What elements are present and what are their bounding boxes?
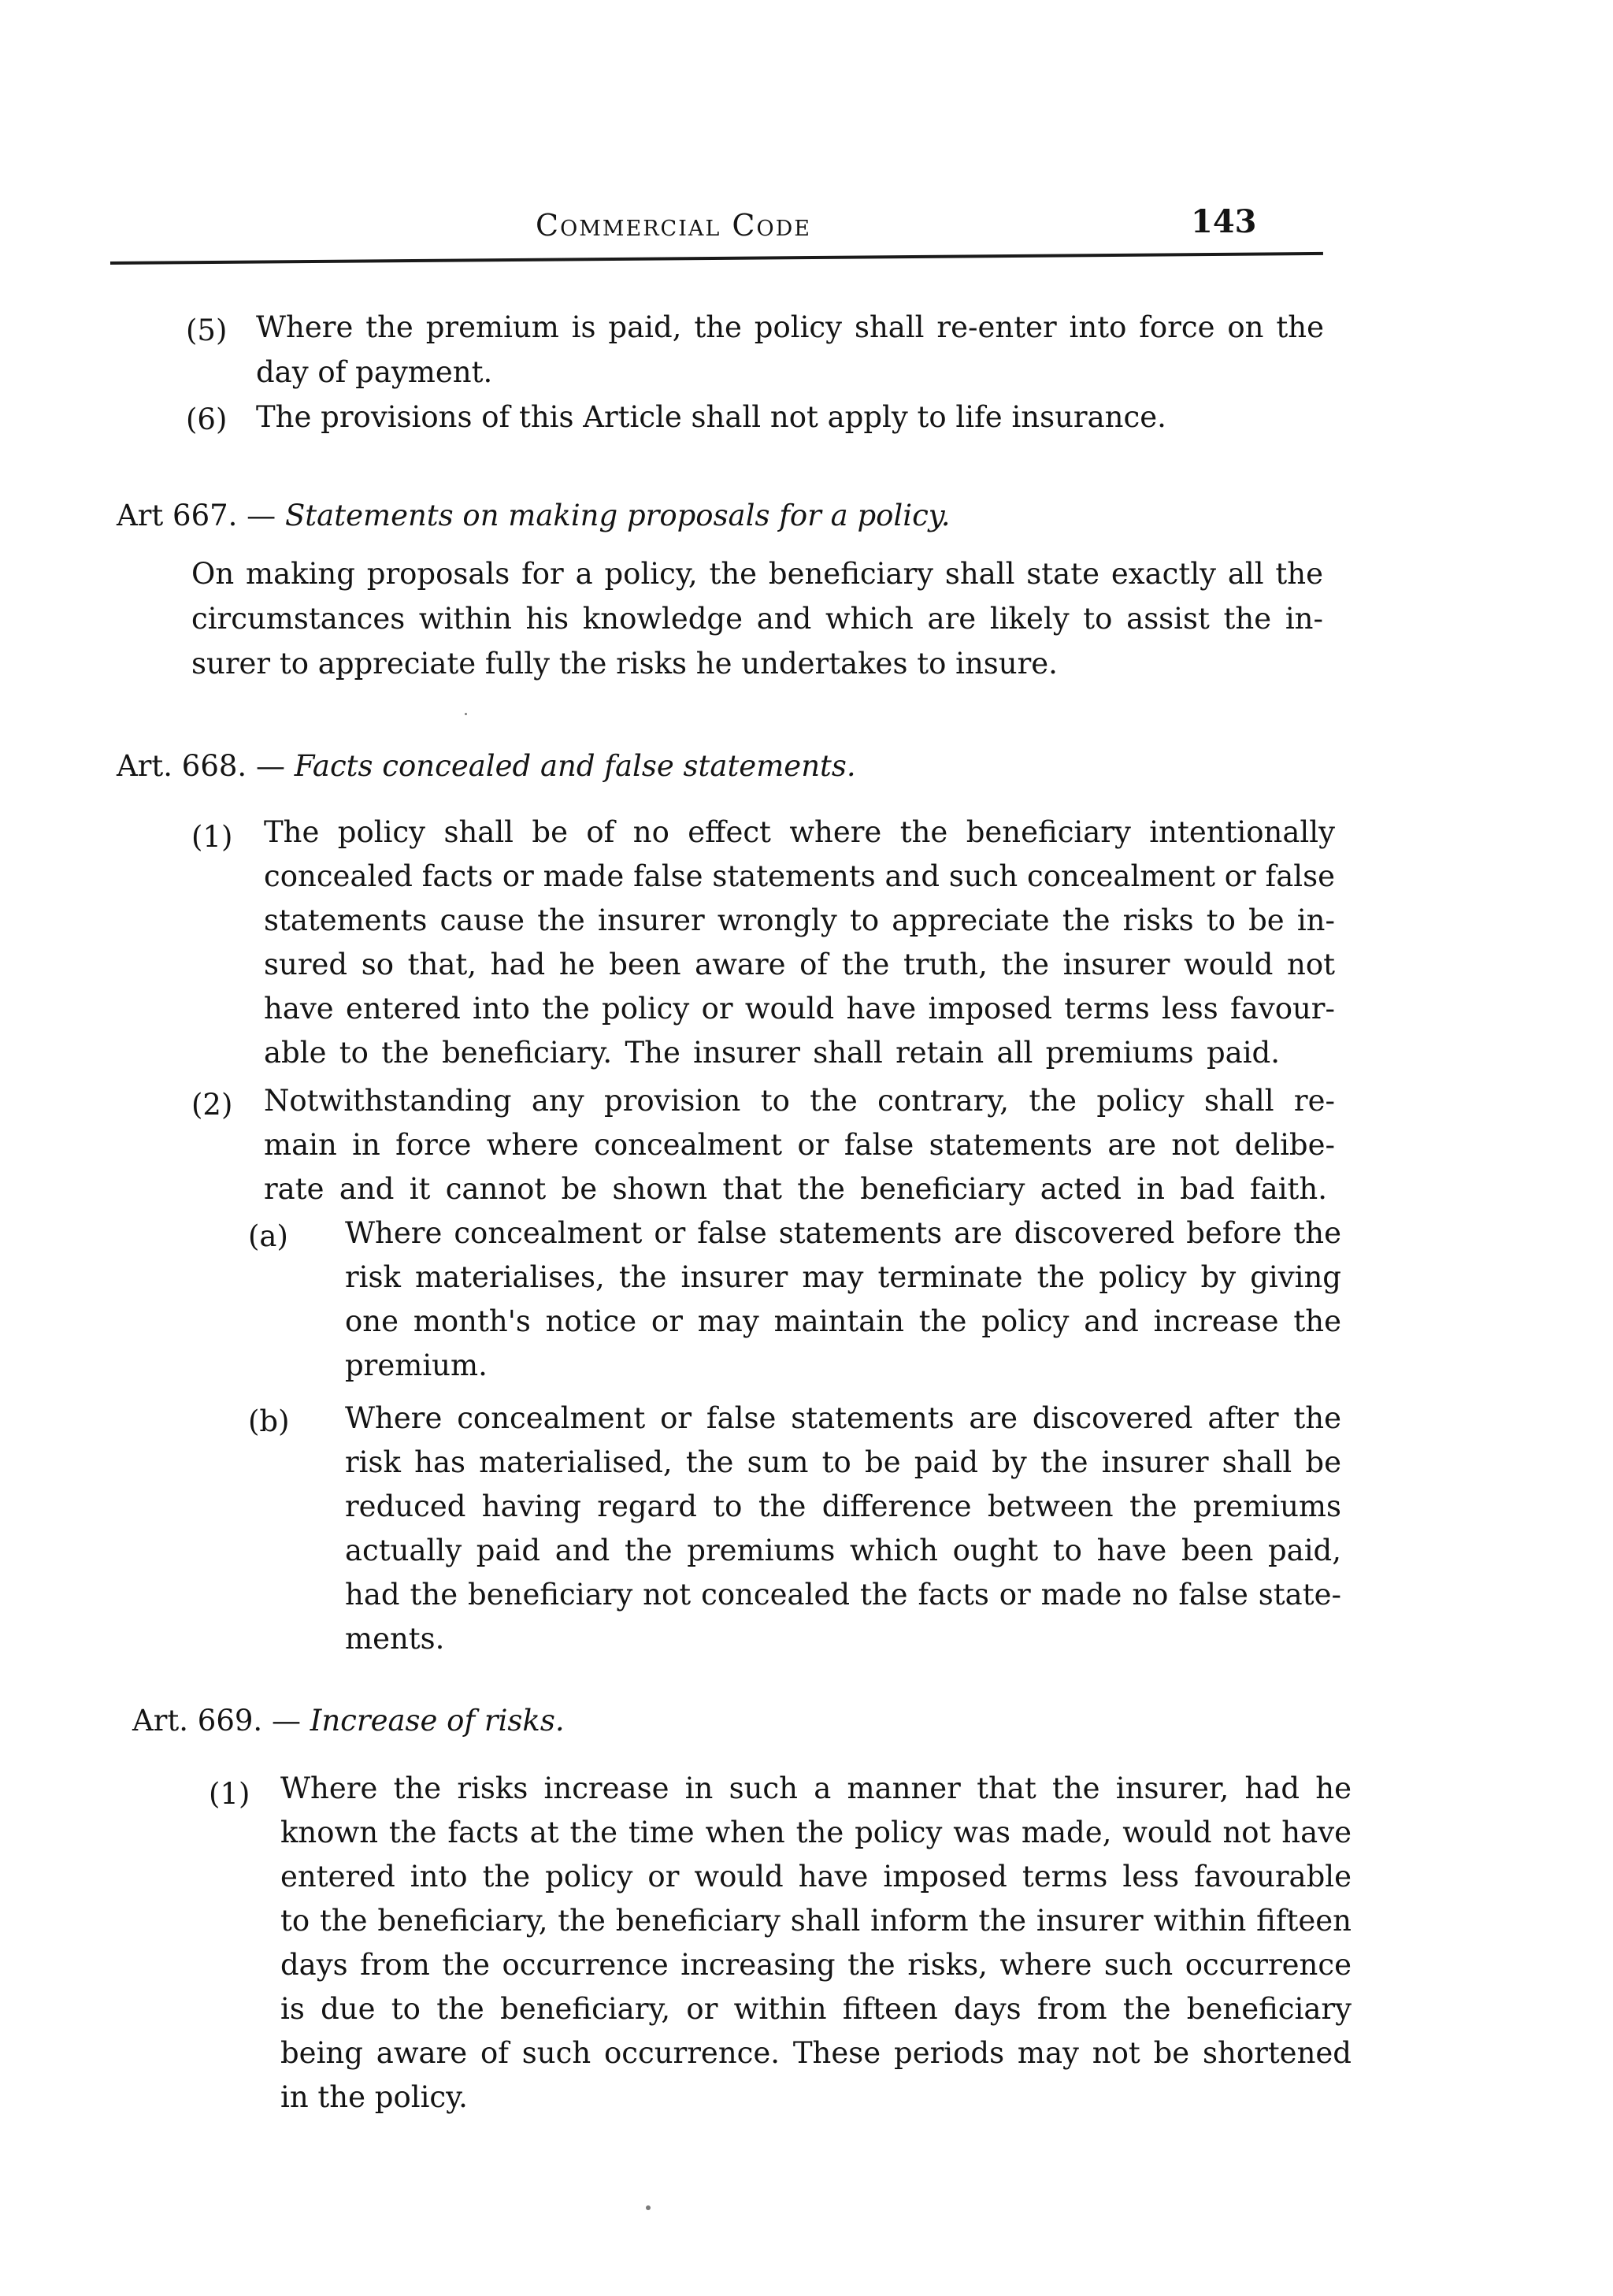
para-marker: (a)	[248, 1219, 288, 1253]
para-marker: (2)	[191, 1088, 233, 1122]
text-line: statements cause the insurer wrongly to appreciate the risks to be in-	[264, 903, 1335, 937]
paper-speck	[646, 2205, 651, 2210]
page-number: 143	[1191, 203, 1257, 240]
text-line: rate and it cannot be shown that the beneficiary acted in bad faith.	[264, 1172, 1327, 1206]
text-line: Notwithstanding any provision to the contrary, the policy shall re-	[264, 1084, 1335, 1118]
text-line: concealed facts or made false statements and such concealment or false	[264, 859, 1335, 893]
text-line: The provisions of this Article shall not apply to life insurance.	[256, 400, 1166, 434]
text-line: sured so that, had he been aware of the truth, the insurer would not	[264, 948, 1335, 981]
article-heading	[117, 498, 951, 534]
text-line: to the beneficiary, the beneficiary shall inform the insurer within fifteen	[280, 1904, 1352, 1938]
para-marker: (5)	[186, 313, 228, 347]
running-header	[110, 203, 1323, 250]
text-line: Where concealment or false statements are discovered after the	[345, 1401, 1341, 1435]
text-line: main in force where concealment or false statements are not delibe-	[264, 1128, 1335, 1162]
para-marker: (1)	[191, 820, 233, 854]
text-line: premium.	[345, 1348, 488, 1382]
text-line: able to the beneficiary. The insurer shall retain all premiums paid.	[264, 1036, 1280, 1070]
para-marker: (b)	[248, 1404, 290, 1438]
para-marker: (1)	[209, 1777, 250, 1811]
text-line: reduced having regard to the difference between the premiums	[345, 1489, 1341, 1523]
text-line: in the policy.	[280, 2080, 468, 2114]
paper-speck	[465, 713, 467, 715]
text-line: days from the occurrence increasing the risks, where such occurrence	[280, 1948, 1352, 1982]
article-number: Art. 669. —	[132, 1704, 301, 1738]
text-line: Where the risks increase in such a manner that the insurer, had he	[280, 1771, 1352, 1805]
article-heading	[132, 1703, 565, 1739]
text-line: risk has materialised, the sum to be paid by the insurer shall be	[345, 1445, 1341, 1479]
text-line: ments.	[345, 1622, 445, 1656]
text-line: Where the premium is paid, the policy shall re-enter into force on the	[256, 310, 1324, 344]
article-title: Facts concealed and false statements.	[294, 749, 856, 783]
article-title: Statements on making proposals for a policy.	[284, 499, 951, 532]
running-header-title: Commercial Code	[536, 208, 811, 243]
article-heading	[117, 748, 856, 784]
header-rule	[110, 252, 1323, 265]
text-line: The policy shall be of no effect where the beneficiary intentionally	[264, 815, 1335, 849]
text-line: actually paid and the premiums which ought to have been paid,	[345, 1534, 1341, 1567]
text-line: day of payment.	[256, 355, 493, 389]
text-line: On making proposals for a policy, the beneficiary shall state exactly all the	[191, 557, 1323, 591]
text-line: is due to the beneficiary, or within fifteen days from the beneficiary	[280, 1992, 1352, 2026]
text-line: circumstances within his knowledge and which are likely to assist the in-	[191, 602, 1323, 636]
article-number: Art 667. —	[117, 499, 276, 532]
article-number: Art. 668. —	[117, 749, 285, 783]
text-line: entered into the policy or would have imposed terms less favourable	[280, 1860, 1352, 1894]
text-line: Where concealment or false statements are discovered before the	[345, 1216, 1341, 1250]
text-line: being aware of such occurrence. These periods may not be shortened	[280, 2036, 1352, 2070]
article-title: Increase of risks.	[310, 1704, 565, 1738]
text-line: have entered into the policy or would have imposed terms less favour-	[264, 992, 1335, 1026]
text-line: risk materialises, the insurer may terminate the policy by giving	[345, 1260, 1341, 1294]
text-line: surer to appreciate fully the risks he undertakes to insure.	[191, 647, 1058, 681]
text-line: known the facts at the time when the policy was made, would not have	[280, 1816, 1352, 1849]
text-line: had the beneficiary not concealed the facts or made no false state-	[345, 1578, 1341, 1612]
para-marker: (6)	[186, 402, 228, 436]
text-line: one month's notice or may maintain the policy and increase the	[345, 1304, 1341, 1338]
